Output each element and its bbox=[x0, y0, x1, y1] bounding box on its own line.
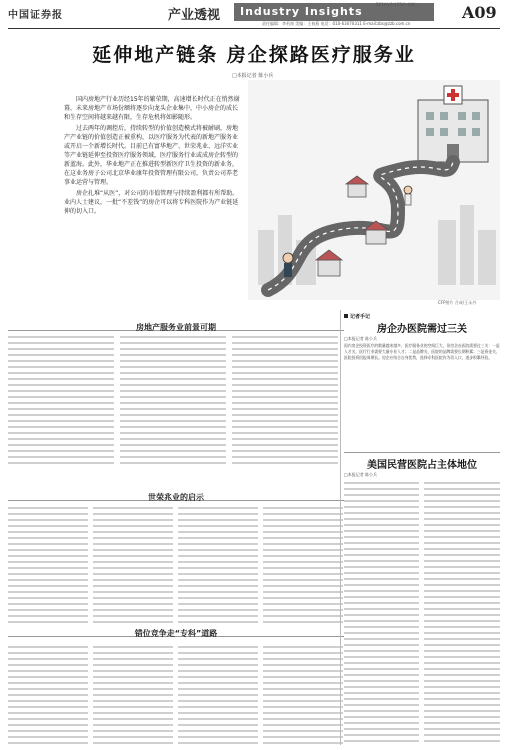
article-column bbox=[263, 505, 343, 625]
article-column bbox=[232, 334, 338, 464]
article-column bbox=[93, 644, 173, 744]
lead-paragraph: 过去两年的调控后，持续转型的价值创造模式将被耐刷，房地产产业链的价值创造正被重构，以医疗服务为代表的新地产服务业或开启一个新增长时代。目前已有富华地产、世荣兆业、远洋实业等产业链延伸至投资医疗服务领域，医疗服务行业或成房企转型的新蓝海。此外，华业地产正在推进转型新医疗卫生投资的新业务，在这业务房子公司北京华业康年投资管理有限公司，负责公司养老事业运营与管理。 bbox=[64, 125, 239, 186]
date-line: 2014年9月23日 星期二 bbox=[376, 2, 420, 7]
article-column bbox=[344, 480, 419, 744]
column-divider bbox=[340, 310, 341, 745]
section-title-en: Industry Insights bbox=[234, 3, 434, 21]
article-column bbox=[93, 505, 173, 625]
article-column bbox=[8, 334, 114, 464]
editor-meta: 责任编辑：李若南 美编：王春燕 电话：010-63070311 E-mail:zbs@zzb.com.cn bbox=[262, 21, 411, 26]
illustration-image bbox=[248, 80, 500, 300]
image-caption: CFP图片 合成/王永丹 bbox=[438, 300, 477, 305]
lead-paragraphs bbox=[64, 95, 240, 218]
sidebar-title-1: 房企办医院需过三关 bbox=[377, 324, 467, 335]
section-title-1: 房地产服务业前景可期 bbox=[136, 323, 216, 332]
newspaper-logo: 中国证券报 bbox=[8, 10, 63, 21]
main-headline: 延伸地产链条 房企探路医疗服务业 bbox=[92, 44, 416, 66]
sidebar-rule bbox=[344, 452, 500, 453]
sidebar-title-2: 美国民营医院占主体地位 bbox=[367, 460, 477, 471]
sidebar-tag bbox=[344, 313, 370, 320]
section-title-zh: 产业透视 bbox=[168, 8, 221, 23]
sidebar-tag-label: 记者手记 bbox=[350, 314, 371, 320]
header-rule bbox=[8, 28, 500, 29]
article-column bbox=[263, 644, 343, 744]
byline: □本报记者 陈小兵 bbox=[232, 73, 274, 79]
article-column bbox=[120, 334, 226, 464]
article-column bbox=[424, 480, 500, 744]
lead-paragraph: 房企扎堆“从医”，对公司的市值管理与持续盈利都有所帮助。业内人士建议，一批“不差钱”的房企可以将专科医院作为产业链延伸的切入口。 bbox=[64, 190, 239, 215]
article-column bbox=[8, 505, 88, 625]
article-column bbox=[178, 644, 258, 744]
sidebar-byline-1: □本报记者 陈小兵 bbox=[344, 336, 378, 341]
lead-paragraph: 国内房地产行业历经15年的繁荣期，高速增长时代正在悄然谢幕，未来房地产市场份额将逐步向龙头企业集中，中小房企的成长和生存空间将越来越有限，生存危机将如影随形。 bbox=[64, 96, 240, 121]
sidebar-text-1: 国内房企投资医疗的数量越来越多，医疗服务业的空间巨大，但房企办医院需要过三关：一是人才关，医疗行业需要大量专业人才；二是品牌关，医院的品牌需要长期积累；三是资金关，医院投资回报周期长。房企应结合自身优势，选择专科医院作为切入口，逐步积累经验。 bbox=[344, 343, 500, 360]
square-bullet-icon bbox=[344, 314, 348, 318]
sidebar-byline-2: □本报记者 陈小兵 bbox=[344, 472, 378, 477]
article-column bbox=[8, 644, 88, 744]
page-number: A09 bbox=[462, 3, 497, 22]
section-title-3: 错位竞争走“专科”道路 bbox=[134, 629, 218, 638]
article-column bbox=[178, 505, 258, 625]
section-title-2: 世荣兆业的启示 bbox=[148, 493, 204, 502]
page-header bbox=[0, 0, 508, 28]
